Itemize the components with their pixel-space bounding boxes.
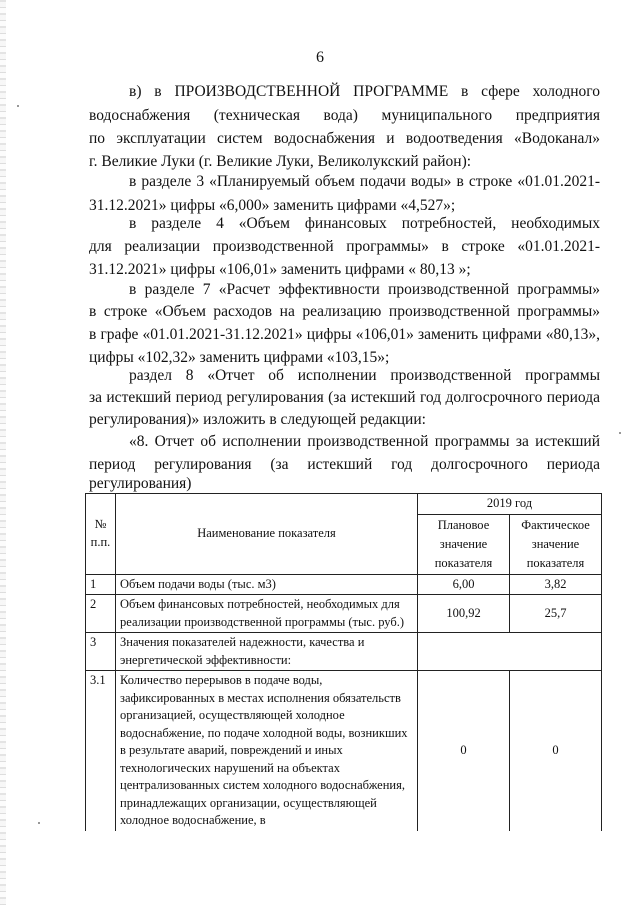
table-row	[86, 574, 602, 595]
text-line: в разделе 7 «Расчет эффективности производственной программы»	[129, 281, 600, 298]
text-line: раздел 8 «Отчет об исполнении производственной программы	[129, 367, 600, 384]
text-line: для реализации производственной программы» в строке «01.01.2021-	[89, 238, 600, 255]
planned-value-header: Плановое значение показателя	[418, 514, 510, 574]
text-line: в разделе 4 «Объем финансовых потребностей, необходимых	[129, 215, 600, 232]
text-line: цифры «102,32» заменить цифрами «103,15»;	[89, 349, 390, 366]
text-line: регулирования)» изложить в следующей редакции:	[89, 411, 426, 428]
year-header: 2019 год	[418, 494, 602, 515]
text-line: за истекший период регулирования (за истекший год долгосрочного периода	[89, 389, 600, 406]
text-line: 31.12.2021» цифры «106,01» заменить цифрами « 80,13 »;	[89, 261, 471, 278]
text-line: «8. Отчет об исполнении производственной программы за истекший	[129, 433, 600, 450]
report-table	[85, 493, 602, 831]
scan-speck	[38, 822, 40, 824]
text-line: г. Великие Луки (г. Великие Луки, Великолукский район):	[89, 153, 472, 170]
table-row	[86, 633, 602, 671]
row-value-empty	[418, 633, 602, 671]
scan-speck	[17, 105, 19, 107]
text-line: 31.12.2021» цифры «6,000» заменить цифрами «4,527»;	[89, 197, 456, 214]
row-number: 1	[86, 574, 116, 595]
col-name-header: Наименование показателя	[116, 494, 418, 575]
row-actual-value: 25,7	[510, 595, 602, 633]
row-name: Объем подачи воды (тыс. м3)	[116, 574, 418, 595]
row-name: Количество перерывов в подаче воды, зафиксированных в местах исполнения обязательств организацией, осуществляющей холодное водоснабжение, по подаче холодной воды, возникших в результате аварий, повреждений и иных технологических нарушений на объектах централизованных систем холодного водоснабжения, принадлежащих организации, осуществляющей холодное водоснабжение, в	[116, 671, 418, 831]
row-actual-value: 3,82	[510, 574, 602, 595]
table-row	[86, 671, 602, 831]
text-line: в графе «01.01.2021-31.12.2021» цифры «106,01» заменить цифрами «80,13»,	[89, 326, 600, 343]
text-line: регулирования)	[89, 475, 192, 492]
row-actual-value: 0	[510, 671, 602, 831]
scan-speck	[619, 432, 621, 434]
page-number: 6	[316, 49, 324, 66]
text-line: в строке «Объем расходов на реализацию производственной программы»	[89, 303, 600, 320]
col-number-header: № п.п.	[86, 494, 116, 575]
row-planned-value: 6,00	[418, 574, 510, 595]
scan-edge-artifact	[0, 0, 6, 905]
table-header-row	[86, 494, 602, 515]
table-row	[86, 595, 602, 633]
row-number: 3.1	[86, 671, 116, 831]
row-name: Значения показателей надежности, качества и энергетической эффективности:	[116, 633, 418, 671]
row-number: 3	[86, 633, 116, 671]
text-line: в разделе 3 «Планируемый объем подачи воды» в строке «01.01.2021-	[129, 173, 600, 190]
row-planned-value: 100,92	[418, 595, 510, 633]
text-line: период регулирования (за истекший год долгосрочного периода	[89, 456, 600, 473]
text-line: в) в ПРОИЗВОДСТВЕННОЙ ПРОГРАММЕ в сфере холодного	[129, 83, 600, 100]
text-line: водоснабжения (техническая вода) муниципального предприятия	[89, 107, 600, 124]
row-planned-value: 0	[418, 671, 510, 831]
row-name: Объем финансовых потребностей, необходимых для реализации производственной программы (тыс. руб.)	[116, 595, 418, 633]
actual-value-header: Фактическое значение показателя	[510, 514, 602, 574]
text-line: по эксплуатации систем водоснабжения и водоотведения «Водоканал»	[89, 130, 600, 147]
row-number: 2	[86, 595, 116, 633]
